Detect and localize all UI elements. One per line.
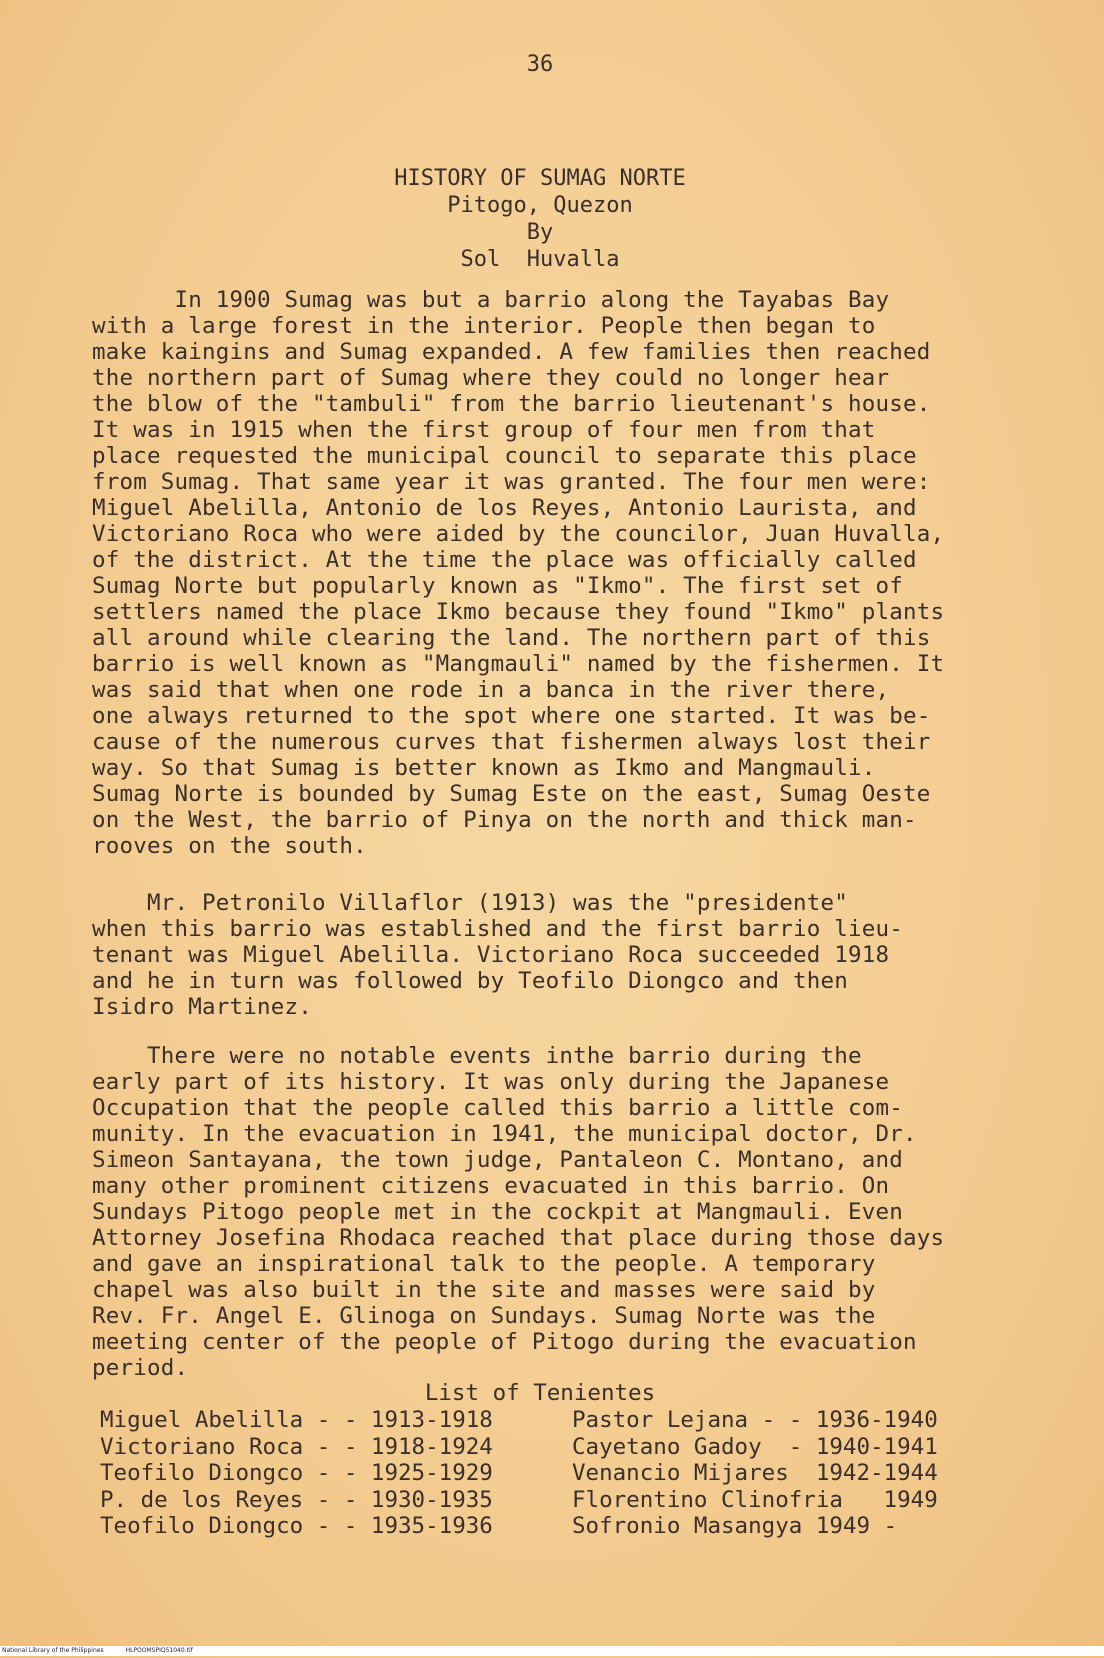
- paragraph-2: Mr. Petronilo Villaflor (1913) was the "presidente" when this barrio was established and the first barrio lieu- tenant was Miguel Abelilla. Victoriano Roca succeeded 1918 and he in turn was followed by Teofilo Diongco and then Isidro Martinez.: [92, 890, 904, 1020]
- paragraph-3: There were no notable events inthe barrio during the early part of its history. It was only during the Japanese Occupation that the people called this barrio a little com- munity. In the evacuation in 1941, the municipal doctor, Dr. Simeon Santayana, the town judge, Pantaleon C. Montano, and many other prominent citizens evacuated in this barrio. On Sundays Pitogo people met in the cockpit at Mangmauli. Even Attorney Josefina Rhodaca reached that place during those days and gave an inspirational talk to the people. A temporary chapel was also built in the site and masses were said by Rev. Fr. Angel E. Glinoga on Sundays. Sumag Norte was the meeting center of the people of Pitogo during the evacuation period.: [92, 1043, 945, 1381]
- list-entry-right: Pastor Lejana - - 1936-1940: [572, 1407, 938, 1433]
- author-name: Sol Huvalla: [460, 247, 620, 272]
- page-number: 36: [526, 52, 554, 77]
- list-entry-right: Venancio Mijares 1942-1944: [572, 1460, 938, 1486]
- footer-file: HLPOOMSPIQ51040.tif: [125, 1647, 193, 1654]
- list-entry-left: Teofilo Diongco - - 1925-1929: [100, 1460, 493, 1486]
- list-title: List of Tenientes: [424, 1380, 656, 1406]
- list-entry-left: Miguel Abelilla - - 1913-1918: [100, 1407, 493, 1433]
- list-row: [100, 1487, 1000, 1514]
- list-row: [100, 1407, 1000, 1434]
- list-row: [100, 1434, 1000, 1461]
- document-location: Pitogo, Quezon: [447, 193, 633, 218]
- list-entry-left: Teofilo Diongco - - 1935-1936: [100, 1513, 493, 1539]
- scan-footer: [0, 1646, 1104, 1656]
- byline-label: By: [526, 220, 554, 245]
- list-row: [100, 1513, 1000, 1540]
- list-entry-left: Victoriano Roca - - 1918-1924: [100, 1433, 493, 1460]
- footer-library: National Library of the Philippines: [2, 1647, 104, 1654]
- list-entry-right: Florentino Clinofria 1949: [572, 1486, 938, 1513]
- document-title: HISTORY OF SUMAG NORTE: [394, 166, 686, 191]
- list-row: [100, 1460, 1000, 1487]
- tenientes-list: [100, 1407, 1000, 1540]
- document-header: [0, 165, 1080, 273]
- list-entry-right: Cayetano Gadoy - 1940-1941: [572, 1433, 938, 1460]
- paragraph-1: In 1900 Sumag was but a barrio along the Tayabas Bay with a large forest in the interior. People then began to make kaingins and Sumag expanded. A few families then reached the northern part of Sumag where they could no longer hear the blow of the "tambuli" from the barrio lieutenant's house. It was in 1915 when the first group of four men from that place requested the municipal council to separate this place from Sumag. That same year it was granted. The four men were: Miguel Abelilla, Antonio de los Reyes, Antonio Laurista, and Victoriano Roca who were aided by the councilor, Juan Huvalla, of the district. At the time the place was officially called Sumag Norte but popularly known as "Ikmo". The first set of settlers named the place Ikmo because they found "Ikmo" plants all around while clearing the land. The northern part of this barrio is well known as "Mangmauli" named by the fishermen. It was said that when one rode in a banca in the river there, one always returned to the spot where one started. It was be- cause of the numerous curves that fishermen always lost their way. So that Sumag is better known as Ikmo and Mangmauli. Sumag Norte is bounded by Sumag Este on the east, Sumag Oeste on the West, the barrio of Pinya on the north and thick man- rooves on the south.: [92, 287, 945, 859]
- list-entry-right: Sofronio Masangya 1949 -: [572, 1513, 898, 1539]
- list-entry-left: P. de los Reyes - - 1930-1935: [100, 1486, 493, 1513]
